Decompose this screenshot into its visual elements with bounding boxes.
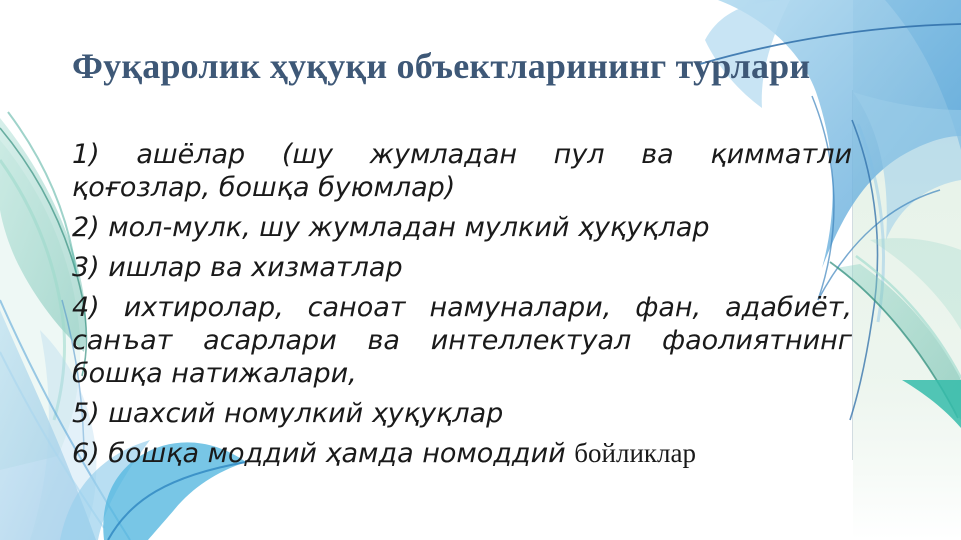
italic-text-segment: 3) ишлар ва хизматлар [72, 252, 403, 284]
italic-text-segment: қоғозлар, бошқа буюмлар) [72, 172, 456, 204]
list-item-line [72, 211, 852, 244]
list-item [72, 138, 852, 204]
list-item-line [72, 397, 852, 430]
italic-text-segment: 6) бошқа моддий ҳамда номоддий [72, 438, 575, 470]
list-item-line [72, 437, 852, 470]
italic-text-segment: 1) ашёлар (шу жумладан пул ва қимматли [72, 139, 852, 171]
italic-text-segment: бошқа натижалари, [72, 358, 357, 390]
list-item-line [72, 291, 852, 324]
list-item-line [72, 357, 852, 390]
list-item [72, 251, 852, 284]
slide-content [72, 46, 852, 477]
list-item-line [72, 171, 852, 204]
list-item [72, 437, 852, 470]
italic-text-segment: 2) мол-мулк, шу жумладан мулкий ҳуқуқлар [72, 212, 710, 244]
list-item-line [72, 324, 852, 357]
list-item-line [72, 138, 852, 171]
italic-text-segment: санъат асарлари ва интеллектуал фаолиятнинг [72, 325, 852, 357]
italic-text-segment: 5) шахсий номулкий ҳуқуқлар [72, 398, 504, 430]
serif-text-segment: бойликлар [574, 438, 696, 469]
list-item-line [72, 251, 852, 284]
body-list [72, 138, 852, 470]
slide-title: Фуқаролик ҳуқуқи объектларининг турлари [72, 46, 811, 86]
list-item [72, 211, 852, 244]
list-item [72, 397, 852, 430]
list-item [72, 291, 852, 390]
italic-text-segment: 4) ихтиролар, саноат намуналари, фан, адабиёт, [72, 292, 852, 324]
